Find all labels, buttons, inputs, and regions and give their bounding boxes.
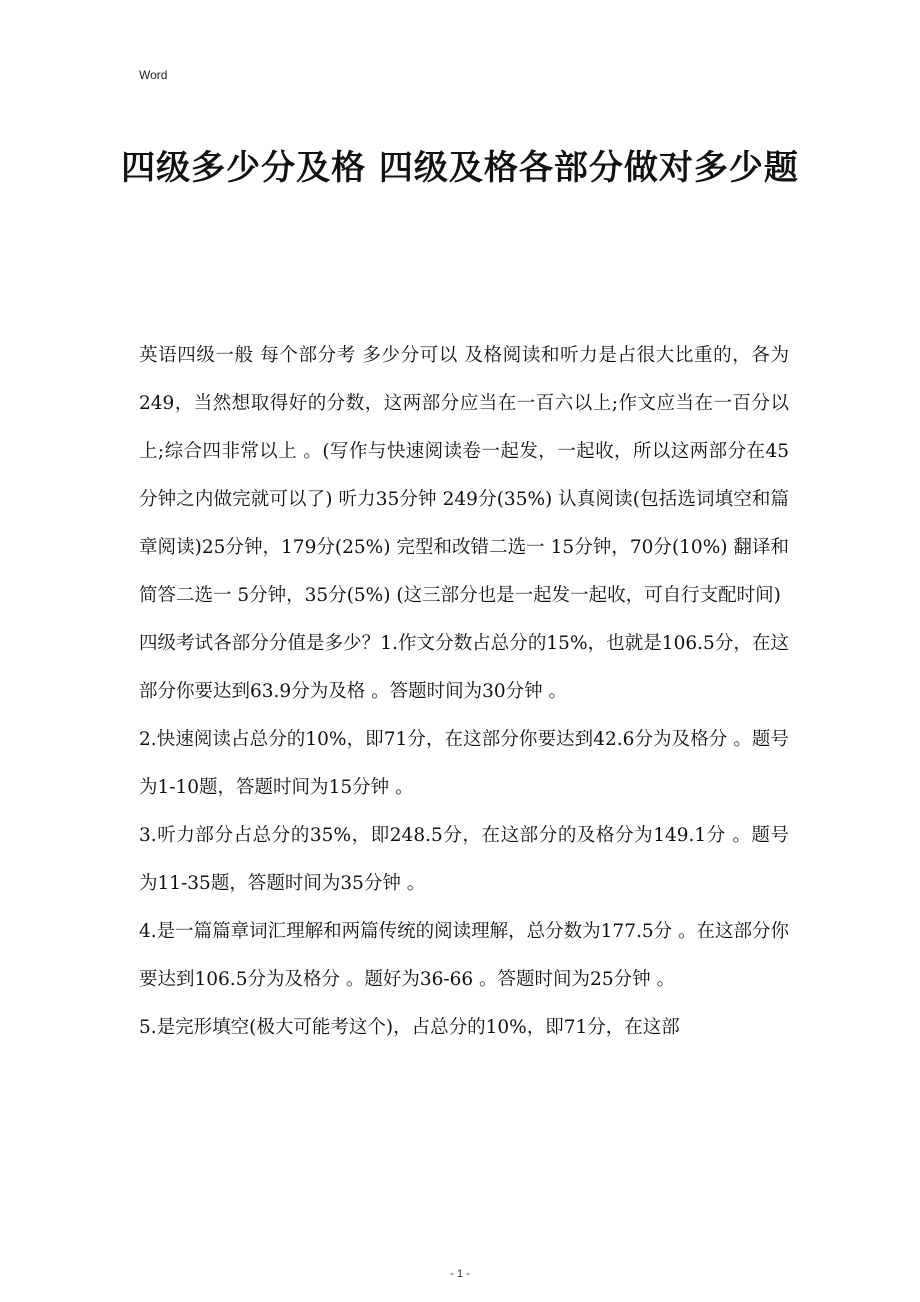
paragraph-section-5: 5.是完形填空(极大可能考这个)，占总分的10%，即71分，在这部	[139, 1017, 680, 1038]
document-body	[139, 332, 789, 1052]
paragraph-intro: 英语四级一般 每个部分考 多少分可以 及格阅读和听力是占很大比重的，各为249，当然想取得好的分数，这两部分应当在一百六以上;作文应当在一百分以上;综合四非常以上 。(写作与快速阅读卷一起发，一起收，所以这两部分在45分钟之内做完就可以了) 听力35分钟 249分(35%) 认真阅读(包括选词填空和篇章阅读)25分钟，179分(25%) 完型和改错二选一 15分钟，70分(10%) 翻译和简答二选一 5分钟，35分(5%) (这三部分也是一起发一起收，可自行支配时间)	[139, 345, 789, 606]
page-number: - 1 -	[450, 1268, 470, 1280]
paragraph-section-3: 3.听力部分占总分的35%，即248.5分，在这部分的及格分为149.1分 。题号为11-35题，答题时间为35分钟 。	[139, 825, 789, 894]
paragraph-section-1: 四级考试各部分分值是多少？1.作文分数占总分的15%，也就是106.5分，在这部分你要达到63.9分为及格 。答题时间为30分钟 。	[139, 633, 789, 702]
paragraph-section-2: 2.快速阅读占总分的10%，即71分，在这部分你要达到42.6分为及格分 。题号为1-10题，答题时间为15分钟 。	[139, 729, 789, 798]
header-label: Word	[139, 68, 168, 82]
document-title: 四级多少分及格 四级及格各部分做对多少题	[121, 148, 799, 188]
paragraph-section-4: 4.是一篇篇章词汇理解和两篇传统的阅读理解，总分数为177.5分 。在这部分你要达到106.5分为及格分 。题好为36-66 。答题时间为25分钟 。	[139, 921, 789, 990]
